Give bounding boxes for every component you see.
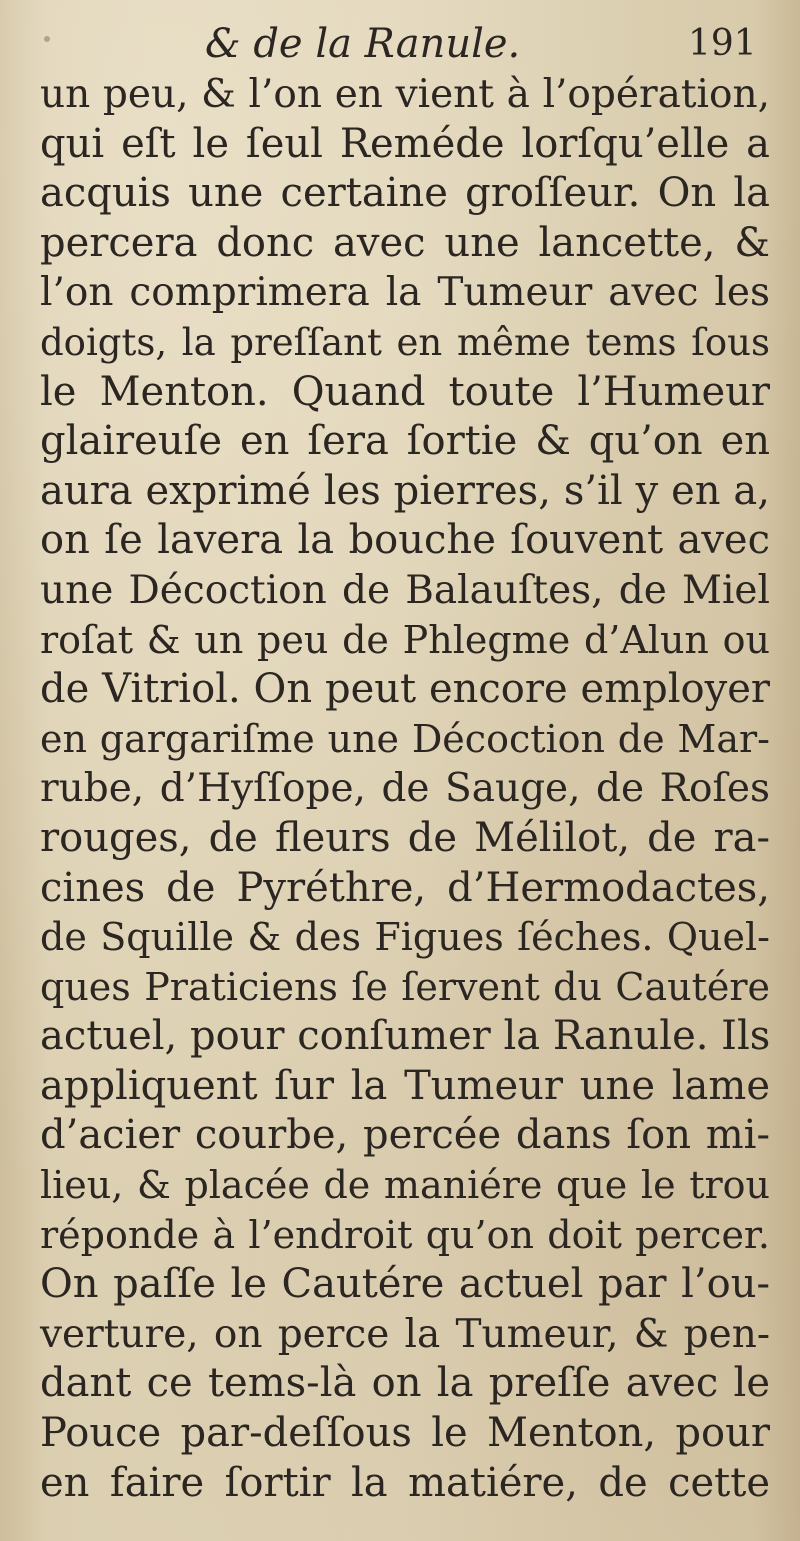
- page-number: 191: [688, 23, 757, 64]
- text-line: verture, on perce la Tumeur, & pen-: [40, 1311, 770, 1357]
- body-text: [40, 70, 770, 1508]
- text-line: on ſe lavera la bouche ſouvent avec: [40, 517, 770, 564]
- text-line: une Décoction de Balauſtes, de Miel: [40, 567, 770, 613]
- text-line: en gargariſme une Décoction de Mar-: [40, 716, 770, 761]
- text-line: le Menton. Quand toute l’Humeur: [40, 368, 770, 415]
- text-line: cines de Pyréthre, d’Hermodactes,: [40, 864, 770, 911]
- running-title: & de la Ranule.: [205, 21, 521, 67]
- page-header: [0, 14, 800, 74]
- text-line: l’on comprimera la Tumeur avec les: [40, 270, 770, 316]
- text-line: actuel, pour conſumer la Ranule. Ils: [40, 1013, 771, 1060]
- text-line: en faire ſortir la matiére, de cette: [40, 1459, 770, 1506]
- text-line: réponde à l’endroit qu’on doit percer.: [40, 1212, 770, 1257]
- text-line: d’acier courbe, percée dans ſon mi-: [40, 1112, 770, 1159]
- text-line: rube, d’Hyſſope, de Sauge, de Roſes: [40, 766, 770, 812]
- text-line: qui eſt le ſeul Reméde lorſqu’elle a: [40, 120, 770, 167]
- text-line: aura exprimé les pierres, s’il y en a,: [40, 467, 770, 514]
- text-line: rouges, de fleurs de Mélilot, de ra-: [40, 814, 770, 861]
- text-line: percera donc avec une lancette, &: [40, 219, 770, 266]
- text-line: roſat & un peu de Phlegme d’Alun ou: [40, 617, 770, 662]
- text-line: de Squille & des Figues ſéches. Quel-: [40, 915, 770, 960]
- text-line: ques Praticiens ſe ſervent du Cautére: [40, 964, 770, 1009]
- text-line: acquis une certaine groſſeur. On la: [40, 170, 770, 217]
- text-line: glaireuſe en ſera ſortie & qu’on en: [40, 418, 770, 465]
- text-line: un peu, & l’on en vient à l’opération,: [40, 72, 770, 117]
- text-line: Pouce par-deſſous le Menton, pour: [40, 1410, 770, 1457]
- text-line: appliquent ſur la Tumeur une lame: [40, 1062, 770, 1109]
- text-line: lieu, & placée de maniére que le trou: [40, 1163, 770, 1208]
- text-line: On paſſe le Cautére actuel par l’ou-: [40, 1261, 770, 1308]
- text-line: dant ce tems-là on la preſſe avec le: [40, 1360, 770, 1407]
- text-line: de Vitriol. On peut encore employer: [40, 666, 770, 713]
- text-line: doigts, la preſſant en même tems ſous: [40, 320, 770, 364]
